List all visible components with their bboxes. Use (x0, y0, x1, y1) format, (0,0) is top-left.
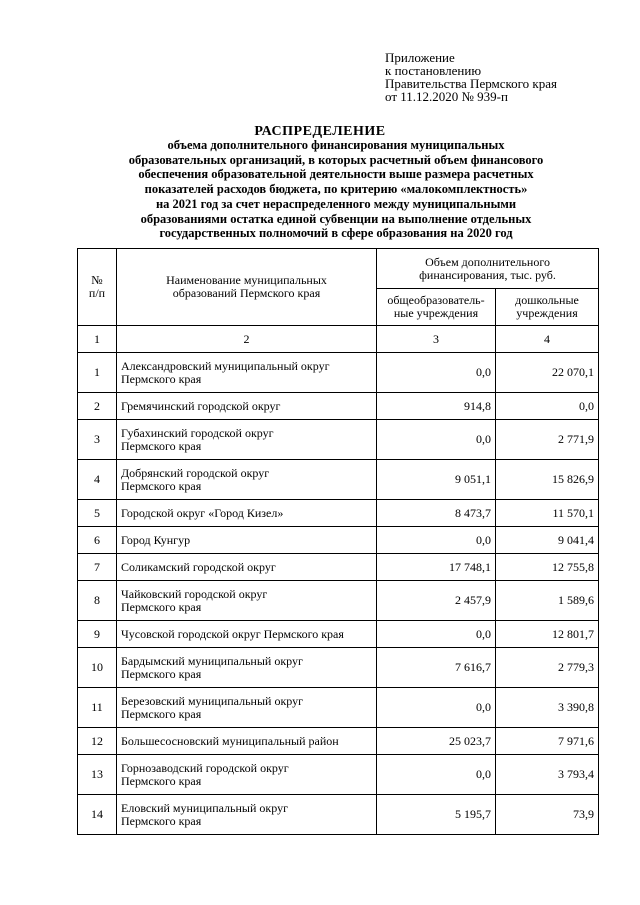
municipality-name (117, 755, 377, 795)
municipality-name-line: Чайковский городской округ (121, 586, 268, 601)
municipality-name (117, 795, 377, 835)
header-funding-volume (377, 249, 599, 289)
subtitle-line: объема дополнительного финансирования муниципальных (167, 138, 505, 152)
general-schools-amount: 0,0 (377, 420, 496, 460)
subtitle-line: образованиями остатка единой субвенции на выполнение отдельных (140, 211, 532, 226)
general-schools-amount: 0,0 (377, 621, 496, 648)
header-preschool-line: дошкольные (515, 293, 579, 307)
row-number: 5 (78, 500, 117, 527)
municipality-name (117, 648, 377, 688)
general-schools-amount: 0,0 (377, 527, 496, 554)
column-index-row (78, 326, 599, 353)
municipality-name-line: Пермского края (121, 706, 202, 721)
preschools-amount: 12 801,7 (496, 621, 599, 648)
header-general-line: общеобразователь- (387, 293, 485, 307)
preschools-amount: 15 826,9 (496, 460, 599, 500)
row-number: 2 (78, 393, 117, 420)
municipality-name-line: Чусовской городской округ Пермского края (121, 626, 344, 641)
municipality-name-line: Пермского края (121, 813, 202, 828)
column-index: 3 (377, 326, 496, 353)
header-number (78, 249, 117, 326)
row-number: 1 (78, 353, 117, 393)
municipality-name (117, 500, 377, 527)
table-row (78, 581, 599, 621)
column-index: 1 (78, 326, 117, 353)
preschools-amount: 9 041,4 (496, 527, 599, 554)
general-schools-amount: 5 195,7 (377, 795, 496, 835)
row-number: 6 (78, 527, 117, 554)
header-municipality (117, 249, 377, 326)
general-schools-amount: 2 457,9 (377, 581, 496, 621)
table-row (78, 621, 599, 648)
general-schools-amount: 914,8 (377, 393, 496, 420)
row-number: 10 (78, 648, 117, 688)
header-funding-line: финансирования, тыс. руб. (419, 267, 556, 282)
municipality-name (117, 688, 377, 728)
table-row (78, 527, 599, 554)
municipality-name-line: Горнозаводский городской округ (121, 760, 289, 775)
row-number: 8 (78, 581, 117, 621)
general-schools-amount: 0,0 (377, 755, 496, 795)
document-subtitle (60, 138, 612, 241)
municipality-name (117, 420, 377, 460)
header-number-line: п/п (88, 286, 106, 300)
table-row (78, 728, 599, 755)
municipality-name (117, 581, 377, 621)
municipality-name-line: Пермского края (121, 371, 202, 386)
header-general-line: ные учреждения (393, 306, 479, 320)
row-number: 7 (78, 554, 117, 581)
header-number-line: № (91, 273, 103, 287)
municipality-name-line: Еловский муниципальный округ (121, 800, 289, 815)
preschools-amount: 73,9 (496, 795, 599, 835)
general-schools-amount: 9 051,1 (377, 460, 496, 500)
appendix-line: Правительства Пермского края (385, 76, 557, 91)
preschools-amount: 1 589,6 (496, 581, 599, 621)
municipality-name-line: Соликамский городской округ (121, 559, 276, 574)
header-preschools (496, 289, 599, 326)
row-number: 14 (78, 795, 117, 835)
general-schools-amount: 0,0 (377, 353, 496, 393)
municipality-name (117, 728, 377, 755)
municipality-name (117, 460, 377, 500)
preschools-amount: 12 755,8 (496, 554, 599, 581)
general-schools-amount: 17 748,1 (377, 554, 496, 581)
appendix-line: Приложение (385, 50, 455, 65)
municipality-name-line: Пермского края (121, 666, 202, 681)
municipality-name-line: Пермского края (121, 599, 202, 614)
municipality-name (117, 554, 377, 581)
municipality-name-line: Пермского края (121, 478, 202, 493)
municipality-name-line: Город Кунгур (121, 532, 191, 547)
row-number: 13 (78, 755, 117, 795)
municipality-name-line: Березовский муниципальный округ (121, 693, 304, 708)
column-index: 2 (117, 326, 377, 353)
municipality-name (117, 621, 377, 648)
header-preschool-line: учреждения (516, 306, 578, 320)
table-row (78, 554, 599, 581)
row-number: 3 (78, 420, 117, 460)
municipality-name-line: Александровский муниципальный округ (121, 358, 330, 373)
table-row (78, 500, 599, 527)
row-number: 4 (78, 460, 117, 500)
general-schools-amount: 25 023,7 (377, 728, 496, 755)
municipality-name-line: Городской округ «Город Кизел» (121, 505, 284, 520)
preschools-amount: 11 570,1 (496, 500, 599, 527)
header-municipality-line: Наименование муниципальных (166, 273, 327, 287)
preschools-amount: 0,0 (496, 393, 599, 420)
general-schools-amount: 7 616,7 (377, 648, 496, 688)
table-row (78, 460, 599, 500)
municipality-name-line: Добрянский городской округ (121, 465, 270, 480)
municipality-name-line: Большесосновский муниципальный район (121, 733, 339, 748)
appendix-line: от 11.12.2020 № 939-п (385, 89, 508, 104)
row-number: 12 (78, 728, 117, 755)
municipality-name-line: Гремячинский городской округ (121, 398, 281, 413)
municipality-name-line: Бардымский муниципальный округ (121, 653, 303, 668)
preschools-amount: 22 070,1 (496, 353, 599, 393)
subtitle-line: государственных полномочий в сфере образования на 2020 год (159, 226, 513, 241)
subtitle-line: на 2021 год за счет нераспределенного между муниципальными (155, 196, 517, 211)
appendix-block (385, 51, 557, 103)
table-row (78, 648, 599, 688)
column-index: 4 (496, 326, 599, 353)
subtitle-line: обеспечения образовательной деятельности выше размера расчетных (138, 167, 534, 182)
municipality-name (117, 393, 377, 420)
row-number: 9 (78, 621, 117, 648)
municipality-name-line: Губахинский городской округ (121, 425, 274, 440)
row-number: 11 (78, 688, 117, 728)
general-schools-amount: 0,0 (377, 688, 496, 728)
general-schools-amount: 8 473,7 (377, 500, 496, 527)
preschools-amount: 3 390,8 (496, 688, 599, 728)
municipality-name-line: Пермского края (121, 438, 202, 453)
subtitle-line: показателей расходов бюджета, по критерию «малокомплектность» (144, 182, 528, 197)
header-municipality-line: образований Пермского края (172, 286, 321, 300)
table-row (78, 688, 599, 728)
table-row (78, 795, 599, 835)
table-row (78, 393, 599, 420)
municipality-name (117, 527, 377, 554)
preschools-amount: 7 971,6 (496, 728, 599, 755)
table-row (78, 353, 599, 393)
document-title: РАСПРЕДЕЛЕНИЕ (254, 124, 386, 139)
header-general-schools (377, 289, 496, 326)
subtitle-line: образовательных организаций, в которых расчетный объем финансового (128, 152, 544, 167)
preschools-amount: 2 779,3 (496, 648, 599, 688)
municipality-name (117, 353, 377, 393)
preschools-amount: 2 771,9 (496, 420, 599, 460)
preschools-amount: 3 793,4 (496, 755, 599, 795)
table-row (78, 420, 599, 460)
distribution-table (77, 248, 599, 835)
header-funding-line: Объем дополнительного (425, 254, 550, 269)
appendix-line: к постановлению (385, 63, 482, 78)
table-row (78, 755, 599, 795)
municipality-name-line: Пермского края (121, 773, 202, 788)
